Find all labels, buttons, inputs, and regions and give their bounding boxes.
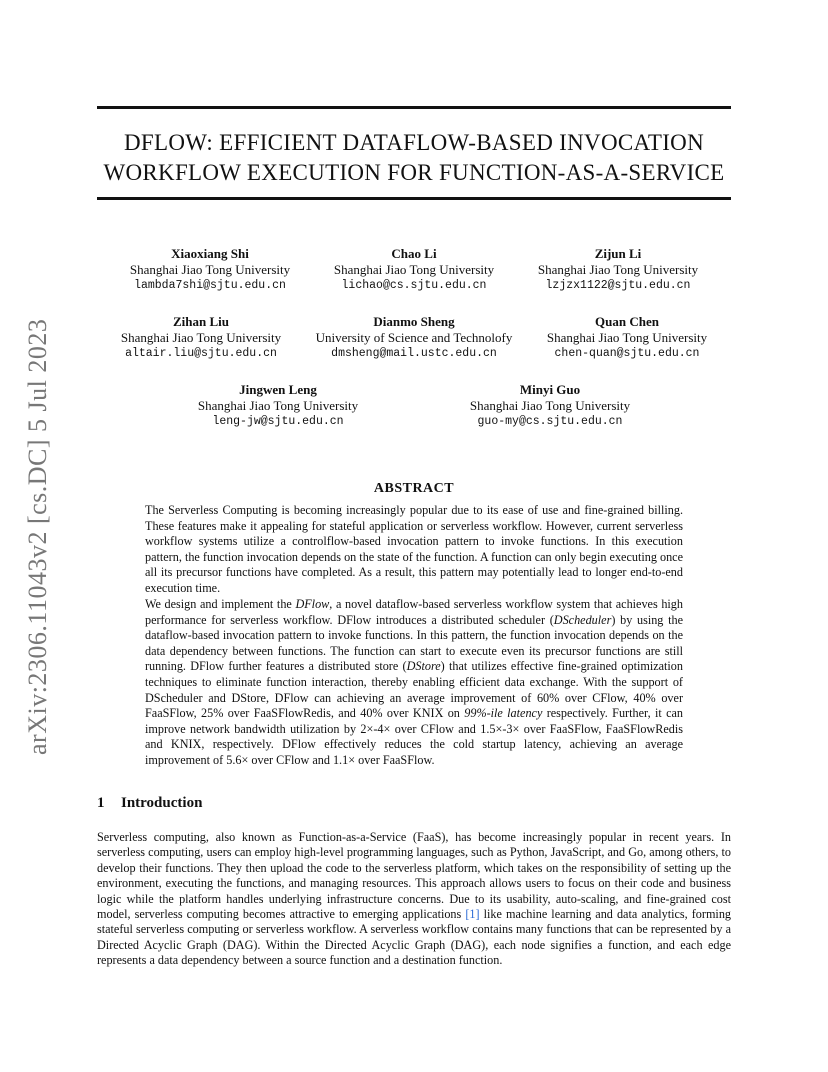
author-name: Xiaoxiang Shi [171, 246, 249, 261]
author-affiliation: Shanghai Jiao Tong University [197, 398, 359, 413]
title-line-2: WORKFLOW EXECUTION FOR FUNCTION-AS-A-SERVICE [103, 160, 725, 185]
latency-term: 99%-ile latency [464, 706, 543, 721]
abstract-text: , a novel dataflow-based serverless workflow system that achieves high performance for serverless workflow. DFlow introduces a distributed scheduler ( [145, 597, 683, 627]
author-name: Quan Chen [595, 314, 659, 329]
author-block [294, 314, 534, 362]
author-email: dmsheng@mail.ustc.edu.cn [331, 347, 497, 360]
author-name: Zijun Li [594, 246, 642, 261]
author-name: Minyi Guo [519, 382, 581, 397]
abstract-paragraph-2 [145, 597, 683, 769]
system-name-dscheduler: DScheduler [553, 612, 612, 627]
author-email: lambda7shi@sjtu.edu.cn [134, 279, 286, 292]
author-email: guo-my@cs.sjtu.edu.cn [477, 415, 623, 428]
title-rule-top [97, 106, 731, 109]
author-affiliation: Shanghai Jiao Tong University [129, 262, 291, 277]
author-block [158, 382, 398, 430]
author-name: Chao Li [391, 246, 437, 261]
author-email: leng-jw@sjtu.edu.cn [212, 415, 344, 428]
section-heading-introduction [97, 795, 202, 812]
paper-title [97, 128, 731, 188]
author-affiliation: University of Science and Technolofy [315, 330, 513, 345]
author-block [430, 382, 670, 430]
system-name-dflow: DFlow [295, 597, 330, 611]
abstract-text: We design and implement the [145, 597, 296, 611]
author-email: chen-quan@sjtu.edu.cn [554, 347, 700, 360]
abstract-text: ) that utilizes effective fine-grained optimization techniques to eliminate function interaction, thereby enabling efficient data exchange. With the support of DScheduler and DStore, DFlow can achieving an average improvement of 60% over CFlow, 40% over FaaSFlow, 25% over FaaSFlowRedis, and 40% over KNIX on [145, 659, 683, 721]
introduction-paragraph [97, 830, 731, 969]
abstract-paragraph-1: The Serverless Computing is becoming increasingly popular due to its ease of use and fine-grained billing. These features make it appealing for stateful application or serverless workflow. However, current serverless workflow systems utilize a controlflow-based invocation pattern to invoke functions. In this execution pattern, the function invocation depends on the state of the function. A function can only begin executing once all its precursor functions have completed. As a result, this pattern may potentially lead to longer end-to-end execution time. [145, 503, 683, 595]
author-name: Zihan Liu [172, 314, 229, 329]
author-affiliation: Shanghai Jiao Tong University [537, 262, 699, 277]
author-affiliation: Shanghai Jiao Tong University [546, 330, 708, 345]
author-email: lzjzx1122@sjtu.edu.cn [545, 279, 691, 292]
body-text: Serverless computing, also known as Function-as-a-Service (FaaS), has become increasingly popular in recent years. In serverless computing, users can employ high-level programming languages, such as Python, JavaScript, and Go, among others, to develop their functions. They then upload the code to the serverless platform, which takes on the responsibility of setting up the environment, executing the functions, and managing resources. This approach allows users to focus on their code and business logic while the platform handles underlying infrastructure concerns. Due to its usability, auto-scaling, and fine-grained cost model, serverless computing becomes attractive to emerging applications [97, 830, 731, 922]
author-email: lichao@cs.sjtu.edu.cn [341, 279, 487, 292]
citation-link[interactable]: [1] [465, 907, 480, 922]
system-name-dstore: DStore [406, 659, 441, 674]
section-number: 1 [97, 795, 105, 811]
author-affiliation: Shanghai Jiao Tong University [333, 262, 495, 277]
section-title: Introduction [121, 795, 203, 811]
author-email: altair.liu@sjtu.edu.cn [125, 347, 277, 360]
author-block [498, 246, 738, 294]
abstract-text: ) by using the dataflow-based invocation pattern to invoke functions. In this pattern, the function invocation depends on the data dependency between functions. The function can start to execute even its precursor functions are still running. DFlow further features a distributed store ( [145, 612, 683, 674]
author-block [507, 314, 747, 362]
arxiv-identifier: arXiv:2306.11043v2 [cs.DC] 5 Jul 2023 [23, 318, 52, 755]
title-rule-bottom [97, 197, 731, 200]
abstract-text: respectively. Further, it can improve network bandwidth utilization by 2×-4× over CFlow and 1.5×-3× over FaaSFlow, FaaSFlowRedis and KNIX, respectively. DFlow effectively reduces the cold startup latency, achieving an average improvement of 5.6× over CFlow and 1.1× over FaaSFlow. [145, 706, 683, 767]
title-line-1: DFLOW: EFFICIENT DATAFLOW-BASED INVOCATION [124, 130, 704, 155]
body-text: like machine learning and data analytics, forming stateful serverless computing or serverless workflow. A serverless workflow contains many functions that can be represented by a Directed Acyclic Graph (DAG). Within the Directed Acyclic Graph (DAG), each node signifies a function, and each edge represents a data dependency between a source function and a destination function. [97, 907, 732, 968]
author-affiliation: Shanghai Jiao Tong University [469, 398, 631, 413]
author-block [81, 314, 321, 362]
abstract-heading: ABSTRACT [373, 481, 455, 496]
author-name: Dianmo Sheng [373, 314, 455, 329]
author-name: Jingwen Leng [239, 382, 317, 397]
author-affiliation: Shanghai Jiao Tong University [120, 330, 282, 345]
